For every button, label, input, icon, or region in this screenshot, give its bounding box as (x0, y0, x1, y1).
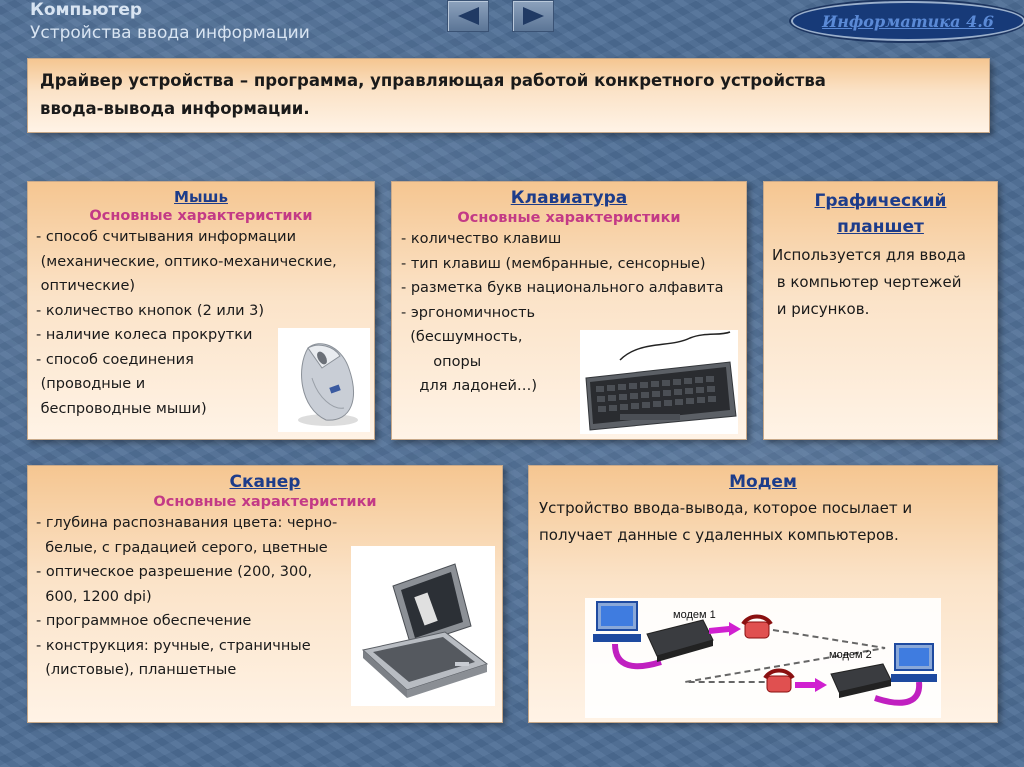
tablet-title-line2[interactable]: планшет (837, 217, 924, 237)
list-item: и рисунков. (772, 300, 870, 318)
modem-diagram-graphic (585, 578, 941, 720)
keyboard-image (580, 330, 738, 434)
list-item: (листовые), планшетные (36, 662, 237, 678)
scanner-icon (351, 546, 495, 706)
list-item: Используется для ввода (772, 246, 966, 264)
slide-section-title: Компьютер (30, 0, 143, 20)
modem-panel (528, 465, 998, 723)
list-item: в компьютер чертежей (772, 273, 962, 291)
list-item: - конструкция: ручные, страничные (36, 637, 311, 654)
keyboard-subtitle: Основные характеристики (457, 210, 681, 226)
list-item: - программное обеспечение (36, 613, 252, 629)
scanner-panel (27, 465, 503, 723)
modem-description-line-1: Устройство ввода-вывода, которое посылает и (539, 499, 913, 517)
list-item: - количество клавиш (401, 231, 562, 247)
modem-1-label: модем 1 (673, 609, 716, 621)
list-item: беспроводные мыши) (36, 400, 207, 417)
modem-diagram (585, 578, 941, 720)
mouse-image (278, 328, 370, 432)
list-item: - эргономичность (401, 304, 536, 321)
mouse-panel (27, 181, 375, 440)
slide-subtitle: Устройства ввода информации (30, 23, 310, 43)
modem-description-line-2: получает данные с удаленных компьютеров. (539, 526, 899, 544)
prev-slide-button[interactable] (447, 0, 489, 32)
right-triangle-icon (518, 5, 548, 27)
next-slide-button[interactable] (512, 0, 554, 32)
modem-description (539, 495, 987, 549)
modem-title[interactable]: Модем (729, 472, 797, 492)
list-item: - наличие колеса прокрутки (36, 327, 253, 343)
list-item: (проводные и (36, 376, 146, 392)
list-item: - глубина распознавания цвета: черно- (36, 515, 338, 531)
keyboard-icon (580, 330, 738, 434)
list-item: - оптическое разрешение (200, 300, (36, 564, 313, 580)
definition-line-1: Драйвер устройства – программа, управляющая работой конкретного устройства (40, 71, 826, 90)
definition-panel (27, 58, 990, 133)
list-item: белые, с градацией серого, цветные (36, 539, 328, 556)
tablet-title-line1[interactable]: Графический (814, 191, 947, 211)
scanner-image (351, 546, 495, 706)
list-item: - тип клавиш (мембранные, сенсорные) (401, 255, 706, 272)
list-item: - разметка букв национального алфавита (401, 280, 724, 296)
definition-line-2: ввода-вывода информации. (40, 99, 310, 118)
list-item: опоры (401, 353, 482, 370)
mouse-subtitle: Основные характеристики (89, 208, 313, 224)
list-item: - количество кнопок (2 или 3) (36, 302, 265, 319)
course-badge[interactable] (791, 1, 1024, 41)
list-item: - способ соединения (36, 351, 194, 368)
left-triangle-icon (453, 5, 483, 27)
list-item: для ладоней…) (401, 378, 538, 394)
modem-2-label: модем 2 (829, 649, 872, 661)
scanner-title[interactable]: Сканер (229, 472, 301, 492)
list-item: (бесшумность, (401, 329, 523, 345)
tablet-panel (763, 181, 998, 440)
list-item: 600, 1200 dpi) (36, 588, 152, 605)
computer-1-icon (593, 602, 641, 642)
mouse-title[interactable]: Мышь (174, 188, 228, 206)
list-item: - способ считывания информации (36, 229, 297, 245)
tablet-description (772, 242, 989, 323)
scanner-subtitle: Основные характеристики (153, 494, 377, 510)
list-item: (механические, оптико-механические, (36, 253, 337, 270)
computer-2-icon (891, 644, 937, 682)
mouse-icon (278, 328, 370, 432)
course-badge-label: Информатика 4.6 (822, 11, 994, 31)
keyboard-panel (391, 181, 747, 440)
list-item: оптические) (36, 278, 136, 294)
keyboard-title[interactable]: Клавиатура (510, 188, 628, 208)
